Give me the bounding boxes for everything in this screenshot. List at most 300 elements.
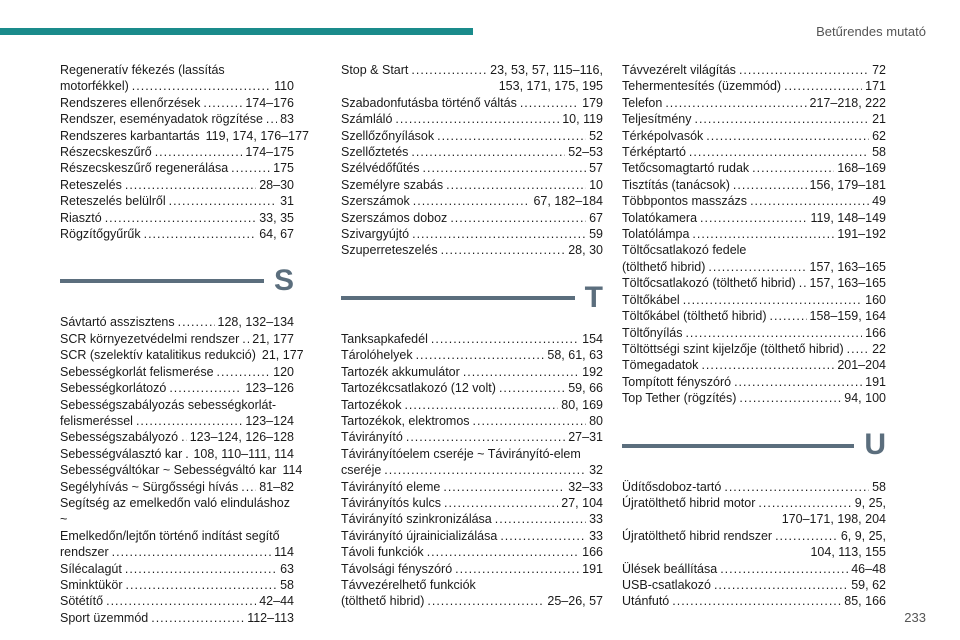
index-entry xyxy=(341,95,603,111)
index-entry-pages: 175 xyxy=(273,161,294,176)
index-entry-pages: 156, 179–181 xyxy=(809,177,886,192)
index-entry xyxy=(341,544,603,560)
index-entry-term: USB-csatlakozó xyxy=(622,577,711,592)
index-entry-term: Tartozékcsatlakozó (12 volt) xyxy=(341,381,496,396)
index-entry xyxy=(341,380,603,396)
index-entry-pages-continued: 153, 171, 175, 195 xyxy=(498,79,603,94)
index-entry-term: Tárolóhelyek xyxy=(341,348,413,363)
index-entry xyxy=(622,593,886,609)
index-entry-row xyxy=(622,593,886,609)
index-entry xyxy=(622,210,886,226)
index-entry-term: Tolatókamera xyxy=(622,210,698,225)
index-entry xyxy=(341,397,603,413)
index-entry-pages: 59, 62 xyxy=(851,577,886,592)
index-entry-row xyxy=(341,160,603,176)
index-entry-pages: 166 xyxy=(582,545,603,560)
index-entry-row xyxy=(341,511,603,527)
index-entry xyxy=(60,364,294,380)
leader-dots xyxy=(446,177,586,193)
index-entry-pages: 52–53 xyxy=(568,145,603,160)
leader-dots xyxy=(799,275,807,291)
leader-dots xyxy=(694,111,869,127)
index-entry-row xyxy=(622,528,886,544)
index-entry-row xyxy=(341,226,603,242)
index-entry xyxy=(60,397,294,430)
leader-dots xyxy=(784,78,862,94)
index-entry-term: Telefon xyxy=(622,95,663,110)
index-entry xyxy=(622,193,886,209)
index-entry xyxy=(622,292,886,308)
leader-dots xyxy=(416,347,545,363)
index-entry-pages: 123–124, 126–128 xyxy=(189,430,294,445)
leader-dots xyxy=(739,62,869,78)
leader-dots xyxy=(692,226,834,242)
index-entry-term: Részecskeszűrő xyxy=(60,145,152,160)
section-letter: S xyxy=(273,264,294,298)
leader-dots xyxy=(242,331,249,347)
index-entry-term: Sebességszabályozó xyxy=(60,430,179,445)
index-entry-pages: 23, 53, 57, 115–116, xyxy=(490,63,603,77)
index-entry-row xyxy=(622,111,886,127)
index-entry-row xyxy=(60,380,294,396)
index-entry-pages: 72 xyxy=(872,63,886,77)
leader-dots xyxy=(423,160,587,176)
index-entry-pages: 33, 35 xyxy=(259,210,294,225)
index-entry-pages: 83 xyxy=(280,112,294,127)
index-entry-term: Sebességkorlátozó xyxy=(60,381,167,396)
index-entry xyxy=(622,177,886,193)
index-entry-pages: 49 xyxy=(872,194,886,209)
leader-dots xyxy=(241,479,256,495)
leader-dots xyxy=(733,177,807,193)
index-entry-pages: 52 xyxy=(589,128,603,143)
index-entry-row xyxy=(60,210,294,226)
index-entry xyxy=(60,495,294,561)
index-entry xyxy=(622,577,886,593)
index-entry-row xyxy=(60,193,294,209)
index-entry-row xyxy=(341,495,603,511)
leader-dots xyxy=(384,462,586,478)
index-entry-term: Rögzítőgyűrűk xyxy=(60,227,141,242)
index-entry-term: Távvezérelt világítás xyxy=(622,63,736,77)
section-header xyxy=(622,429,886,463)
leader-dots xyxy=(404,397,558,413)
index-entry xyxy=(341,479,603,495)
index-entry-term: Szerszámok xyxy=(341,194,410,209)
index-entry xyxy=(60,210,294,226)
index-entry-term: Rendszeres karbantartás xyxy=(60,128,200,143)
index-entry-pages: 27–31 xyxy=(568,430,603,445)
section-header xyxy=(60,264,294,298)
index-entry-term: Számláló xyxy=(341,112,393,127)
index-entry xyxy=(341,446,603,479)
index-entry-row xyxy=(341,397,603,413)
index-entry-pages: 179 xyxy=(582,95,603,110)
index-entry-term: Töltőcsatlakozó (tölthető hibrid) xyxy=(622,276,796,291)
section-divider xyxy=(341,296,575,300)
index-entry-row xyxy=(341,62,603,78)
index-entry-pages: 158–159, 164 xyxy=(809,309,886,324)
leader-dots xyxy=(217,364,271,380)
index-entry-term-line: Segítség az emelkedőn való elinduláshoz ~ xyxy=(60,495,291,527)
index-entry-row xyxy=(60,577,294,593)
index-entry-row xyxy=(60,331,294,347)
leader-dots xyxy=(499,380,565,396)
index-entry-pages: 217–218, 222 xyxy=(809,95,886,110)
index-entry xyxy=(622,390,886,406)
index-entry xyxy=(341,528,603,544)
index-entry-term: Tanksapkafedél xyxy=(341,331,428,346)
index-entry-term: Reteszelés belülről xyxy=(60,194,166,209)
index-entry xyxy=(622,374,886,390)
index-entry-pages: 57 xyxy=(589,161,603,176)
leader-dots xyxy=(706,128,869,144)
index-entry-row xyxy=(341,347,603,363)
index-entry-term-line: Emelkedőn/lejtőn történő indítást segítő xyxy=(60,528,280,543)
leader-dots xyxy=(752,160,834,176)
index-entry-term: Szellőztetés xyxy=(341,145,409,160)
index-entry xyxy=(622,561,886,577)
index-entry-row xyxy=(622,259,886,275)
index-entry-term: Újratölthető hibrid rendszer xyxy=(622,528,773,543)
index-entry-row xyxy=(341,111,603,127)
index-entry-term: cseréje xyxy=(341,463,382,478)
index-entry-pages: 28, 30 xyxy=(568,243,603,258)
index-entry-pages: 94, 100 xyxy=(844,391,886,406)
index-entry xyxy=(60,429,294,445)
index-entry xyxy=(622,95,886,111)
index-entry xyxy=(622,242,886,275)
index-entry xyxy=(341,495,603,511)
index-entry-pages: 58, 61, 63 xyxy=(547,348,603,363)
leader-dots xyxy=(739,390,841,406)
leader-dots xyxy=(758,495,851,511)
index-entry-term: Töltőkábel (tölthető hibrid) xyxy=(622,309,767,324)
index-entry xyxy=(341,511,603,527)
index-entry-row xyxy=(60,462,303,478)
index-entry-term: Tartozék akkumulátor xyxy=(341,364,460,379)
index-entry-row xyxy=(60,226,294,242)
index-entry-row xyxy=(60,429,294,445)
index-entry-pages: 63 xyxy=(280,561,294,576)
index-entry xyxy=(341,144,603,160)
index-entry-term: Szabadonfutásba történő váltás xyxy=(341,95,517,110)
index-entry-pages: 157, 163–165 xyxy=(809,259,886,274)
index-entry xyxy=(341,160,603,176)
index-entry-pages: 168–169 xyxy=(837,161,886,176)
index-entry-row xyxy=(60,544,294,560)
index-entry-term: Tartozékok xyxy=(341,397,402,412)
index-entry xyxy=(622,479,886,495)
index-entry xyxy=(622,357,886,373)
index-entry-row xyxy=(622,374,886,390)
leader-dots xyxy=(106,593,256,609)
index-entry-pages: 33 xyxy=(589,512,603,527)
page-header-title: Betűrendes mutató xyxy=(816,24,926,39)
leader-dots xyxy=(395,111,559,127)
leader-dots xyxy=(847,341,869,357)
index-entry xyxy=(341,242,603,258)
index-entry xyxy=(60,226,294,242)
leader-dots xyxy=(770,308,807,324)
leader-dots xyxy=(724,479,869,495)
index-entry-pages: 201–204 xyxy=(837,358,886,373)
leader-dots xyxy=(775,528,838,544)
index-entry-term: rendszer xyxy=(60,545,109,560)
leader-dots xyxy=(463,364,579,380)
leader-dots xyxy=(683,292,862,308)
index-entry-row xyxy=(622,275,886,291)
index-entry-row xyxy=(622,160,886,176)
index-entry-pages: 171 xyxy=(865,79,886,94)
index-entry-pages: 81–82 xyxy=(259,479,294,494)
index-entry-term: felismeréssel xyxy=(60,413,133,428)
index-entry-term: (tölthető hibrid) xyxy=(622,259,706,274)
index-entry-pages: 120 xyxy=(273,364,294,379)
leader-dots xyxy=(169,193,277,209)
index-entry-row xyxy=(341,544,603,560)
index-entry xyxy=(341,177,603,193)
index-entry-term: Távoli funkciók xyxy=(341,545,424,560)
index-entry-pages: 119, 174, 176–177 xyxy=(205,128,309,143)
leader-dots xyxy=(155,144,243,160)
index-entry xyxy=(341,210,603,226)
index-entry xyxy=(622,308,886,324)
index-entry-term: Reteszelés xyxy=(60,177,122,192)
index-entry xyxy=(60,193,294,209)
index-entry xyxy=(60,462,303,478)
index-entry-pages: 192 xyxy=(582,364,603,379)
index-entry-pages: 128, 132–134 xyxy=(217,315,294,330)
index-entry xyxy=(622,341,886,357)
index-entry-row xyxy=(341,128,603,144)
index-entry-row xyxy=(622,78,886,94)
index-entry-term: Ülések beállítása xyxy=(622,561,718,576)
index-entry-term: Sötétítő xyxy=(60,594,104,609)
section-header xyxy=(341,281,603,315)
index-entry-term: Többpontos masszázs xyxy=(622,194,748,209)
index-entry xyxy=(60,380,294,396)
index-entry xyxy=(60,128,309,144)
index-entry xyxy=(622,325,886,341)
index-entry-pages: 58 xyxy=(280,577,294,592)
index-entry-row xyxy=(60,314,294,330)
leader-dots xyxy=(708,259,806,275)
index-entry-row xyxy=(341,561,603,577)
index-entry xyxy=(60,610,294,626)
section-divider xyxy=(622,444,854,448)
index-entry-term: Újratölthető hibrid motor xyxy=(622,495,756,510)
leader-dots xyxy=(734,374,862,390)
index-entry-term: Segélyhívás ~ Sürgősségi hívás xyxy=(60,479,239,494)
index-entry-row xyxy=(60,593,294,609)
index-entry-term: Tolatólámpa xyxy=(622,227,690,242)
index-entry-term: Üdítősdoboz-tartó xyxy=(622,479,722,494)
index-entry xyxy=(341,364,603,380)
index-entry-pages: 123–124 xyxy=(245,413,294,428)
index-entry-row xyxy=(341,331,603,347)
index-entry-term: Sebességváltókar ~ Sebességváltó kar xyxy=(60,463,277,478)
index-entry-row xyxy=(341,380,603,396)
index-entry-pages: 21 xyxy=(872,112,886,127)
index-entry-pages: 80, 169 xyxy=(561,397,603,412)
index-entry xyxy=(622,144,886,160)
index-entry xyxy=(341,62,603,95)
index-entry-term: Szellőzőnyílások xyxy=(341,128,435,143)
index-entry-row xyxy=(60,95,294,111)
index-entry-row xyxy=(622,210,886,226)
index-entry-pages: 108, 110–111, 114 xyxy=(193,446,294,461)
index-entry-row xyxy=(341,479,603,495)
index-entry xyxy=(60,577,294,593)
index-entry-term: Tartozékok, elektromos xyxy=(341,413,470,428)
leader-dots xyxy=(411,144,565,160)
index-entry xyxy=(60,331,294,347)
index-entry-term: Töltőnyílás xyxy=(622,325,683,340)
leader-dots xyxy=(689,144,869,160)
leader-dots xyxy=(672,593,841,609)
leader-dots xyxy=(412,226,586,242)
index-column-1 xyxy=(60,62,309,626)
leader-dots xyxy=(105,210,257,226)
leader-dots xyxy=(444,495,558,511)
index-entry-term: motorfékkel) xyxy=(60,79,129,94)
index-entry-row xyxy=(341,144,603,160)
index-entry-term: (tölthető hibrid) xyxy=(341,594,425,609)
leader-dots xyxy=(443,479,565,495)
index-entry-pages: 59 xyxy=(589,227,603,242)
index-entry-term: Utánfutó xyxy=(622,594,670,609)
index-entry-term: Térképtartó xyxy=(622,145,686,160)
index-entry-pages: 46–48 xyxy=(851,561,886,576)
index-entry xyxy=(622,226,886,242)
index-entry-term-line: Távirányítóelem cseréje ~ Távirányító-elem xyxy=(341,446,581,461)
index-entry xyxy=(341,429,603,445)
index-entry-pages: 42–44 xyxy=(259,594,294,609)
index-entry xyxy=(622,62,886,78)
index-column-2 xyxy=(341,62,603,610)
index-entry-term-line: Távvezérelhető funkciók xyxy=(341,577,476,592)
index-entry-pages: 67 xyxy=(589,210,603,225)
leader-dots xyxy=(266,111,277,127)
index-entry-term: Távirányító újrainicializálása xyxy=(341,528,498,543)
index-entry xyxy=(341,577,603,610)
index-entry-term-line: Sebességszabályozás sebességkorlát- xyxy=(60,397,277,412)
index-entry-pages: 85, 166 xyxy=(844,594,886,609)
index-entry-pages: 22 xyxy=(872,341,886,356)
index-entry-row xyxy=(622,479,886,495)
leader-dots xyxy=(181,429,187,445)
index-entry-pages: 33 xyxy=(589,528,603,543)
index-entry xyxy=(341,347,603,363)
index-entry-pages: 9, 25, xyxy=(854,495,886,510)
index-entry-term: Sávtartó asszisztens xyxy=(60,315,175,330)
index-entry-term: Személyre szabás xyxy=(341,177,444,192)
index-entry-row xyxy=(341,462,603,478)
index-entry-pages: 10, 119 xyxy=(562,112,603,127)
index-entry-pages: 166 xyxy=(865,325,886,340)
leader-dots xyxy=(455,561,579,577)
index-entry xyxy=(60,177,294,193)
index-entry-row xyxy=(341,413,603,429)
index-entry-row xyxy=(60,144,294,160)
leader-dots xyxy=(203,95,242,111)
index-entry-term: Távirányító eleme xyxy=(341,479,441,494)
index-entry xyxy=(341,226,603,242)
index-entry-row xyxy=(341,193,603,209)
index-entry-term-line: Töltőcsatlakozó fedele xyxy=(622,243,747,258)
index-entry xyxy=(60,160,294,176)
leader-dots xyxy=(495,511,586,527)
index-entry-row xyxy=(341,242,603,258)
leader-dots xyxy=(473,413,587,429)
index-entry-term: Töltöttségi szint kijelzője (tölthető hibrid) xyxy=(622,341,844,356)
index-entry xyxy=(622,111,886,127)
index-entry-term: Sílécalagút xyxy=(60,561,122,576)
leader-dots xyxy=(427,544,579,560)
index-entry-pages: 21, 177 xyxy=(261,348,304,363)
index-entry-row xyxy=(622,292,886,308)
index-entry-row xyxy=(60,610,294,626)
index-entry-row xyxy=(60,111,294,127)
index-entry-row xyxy=(341,528,603,544)
leader-dots xyxy=(132,78,271,94)
index-entry xyxy=(60,561,294,577)
index-entry xyxy=(341,111,603,127)
leader-dots xyxy=(427,593,544,609)
leader-dots xyxy=(125,177,256,193)
leader-dots xyxy=(169,380,242,396)
index-entry-term: Teljesítmény xyxy=(622,112,692,127)
index-entry-row xyxy=(341,593,603,609)
index-entry-term: Sport üzemmód xyxy=(60,610,149,625)
index-entry-pages: 191–192 xyxy=(837,227,886,242)
index-entry-row xyxy=(622,62,886,78)
index-entry-row xyxy=(622,226,886,242)
index-entry-pages: 160 xyxy=(865,292,886,307)
index-entry xyxy=(60,95,294,111)
index-entry-row xyxy=(622,357,886,373)
index-entry-pages: 123–126 xyxy=(245,381,294,396)
index-entry-pages: 119, 148–149 xyxy=(810,210,886,225)
index-entry-row xyxy=(60,347,304,363)
index-entry-term: Szélvédőfűtés xyxy=(341,161,420,176)
leader-dots xyxy=(413,193,531,209)
leader-dots xyxy=(665,95,806,111)
index-entry xyxy=(341,331,603,347)
index-entry-row xyxy=(622,128,886,144)
index-entry-pages: 157, 163–165 xyxy=(809,276,886,291)
index-entry-term: Részecskeszűrő regenerálása xyxy=(60,161,229,176)
index-entry-pages: 80 xyxy=(589,413,603,428)
index-entry-row xyxy=(622,177,886,193)
leader-dots xyxy=(126,577,278,593)
index-entry xyxy=(341,561,603,577)
index-entry-term: Riasztó xyxy=(60,210,102,225)
index-entry-term: Tehermentesítés (üzemmód) xyxy=(622,79,782,94)
index-entry-row xyxy=(60,446,294,462)
index-entry-row xyxy=(341,95,603,111)
index-entry-row xyxy=(60,177,294,193)
index-entry-term: Sebességkorlát felismerése xyxy=(60,364,214,379)
index-entry-pages: 154 xyxy=(582,331,603,346)
leader-dots xyxy=(520,95,579,111)
leader-dots xyxy=(437,128,586,144)
leader-dots xyxy=(411,62,487,78)
section-divider xyxy=(60,279,264,283)
index-entry-term: Szivargyújtó xyxy=(341,227,410,242)
index-entry-row xyxy=(60,364,294,380)
